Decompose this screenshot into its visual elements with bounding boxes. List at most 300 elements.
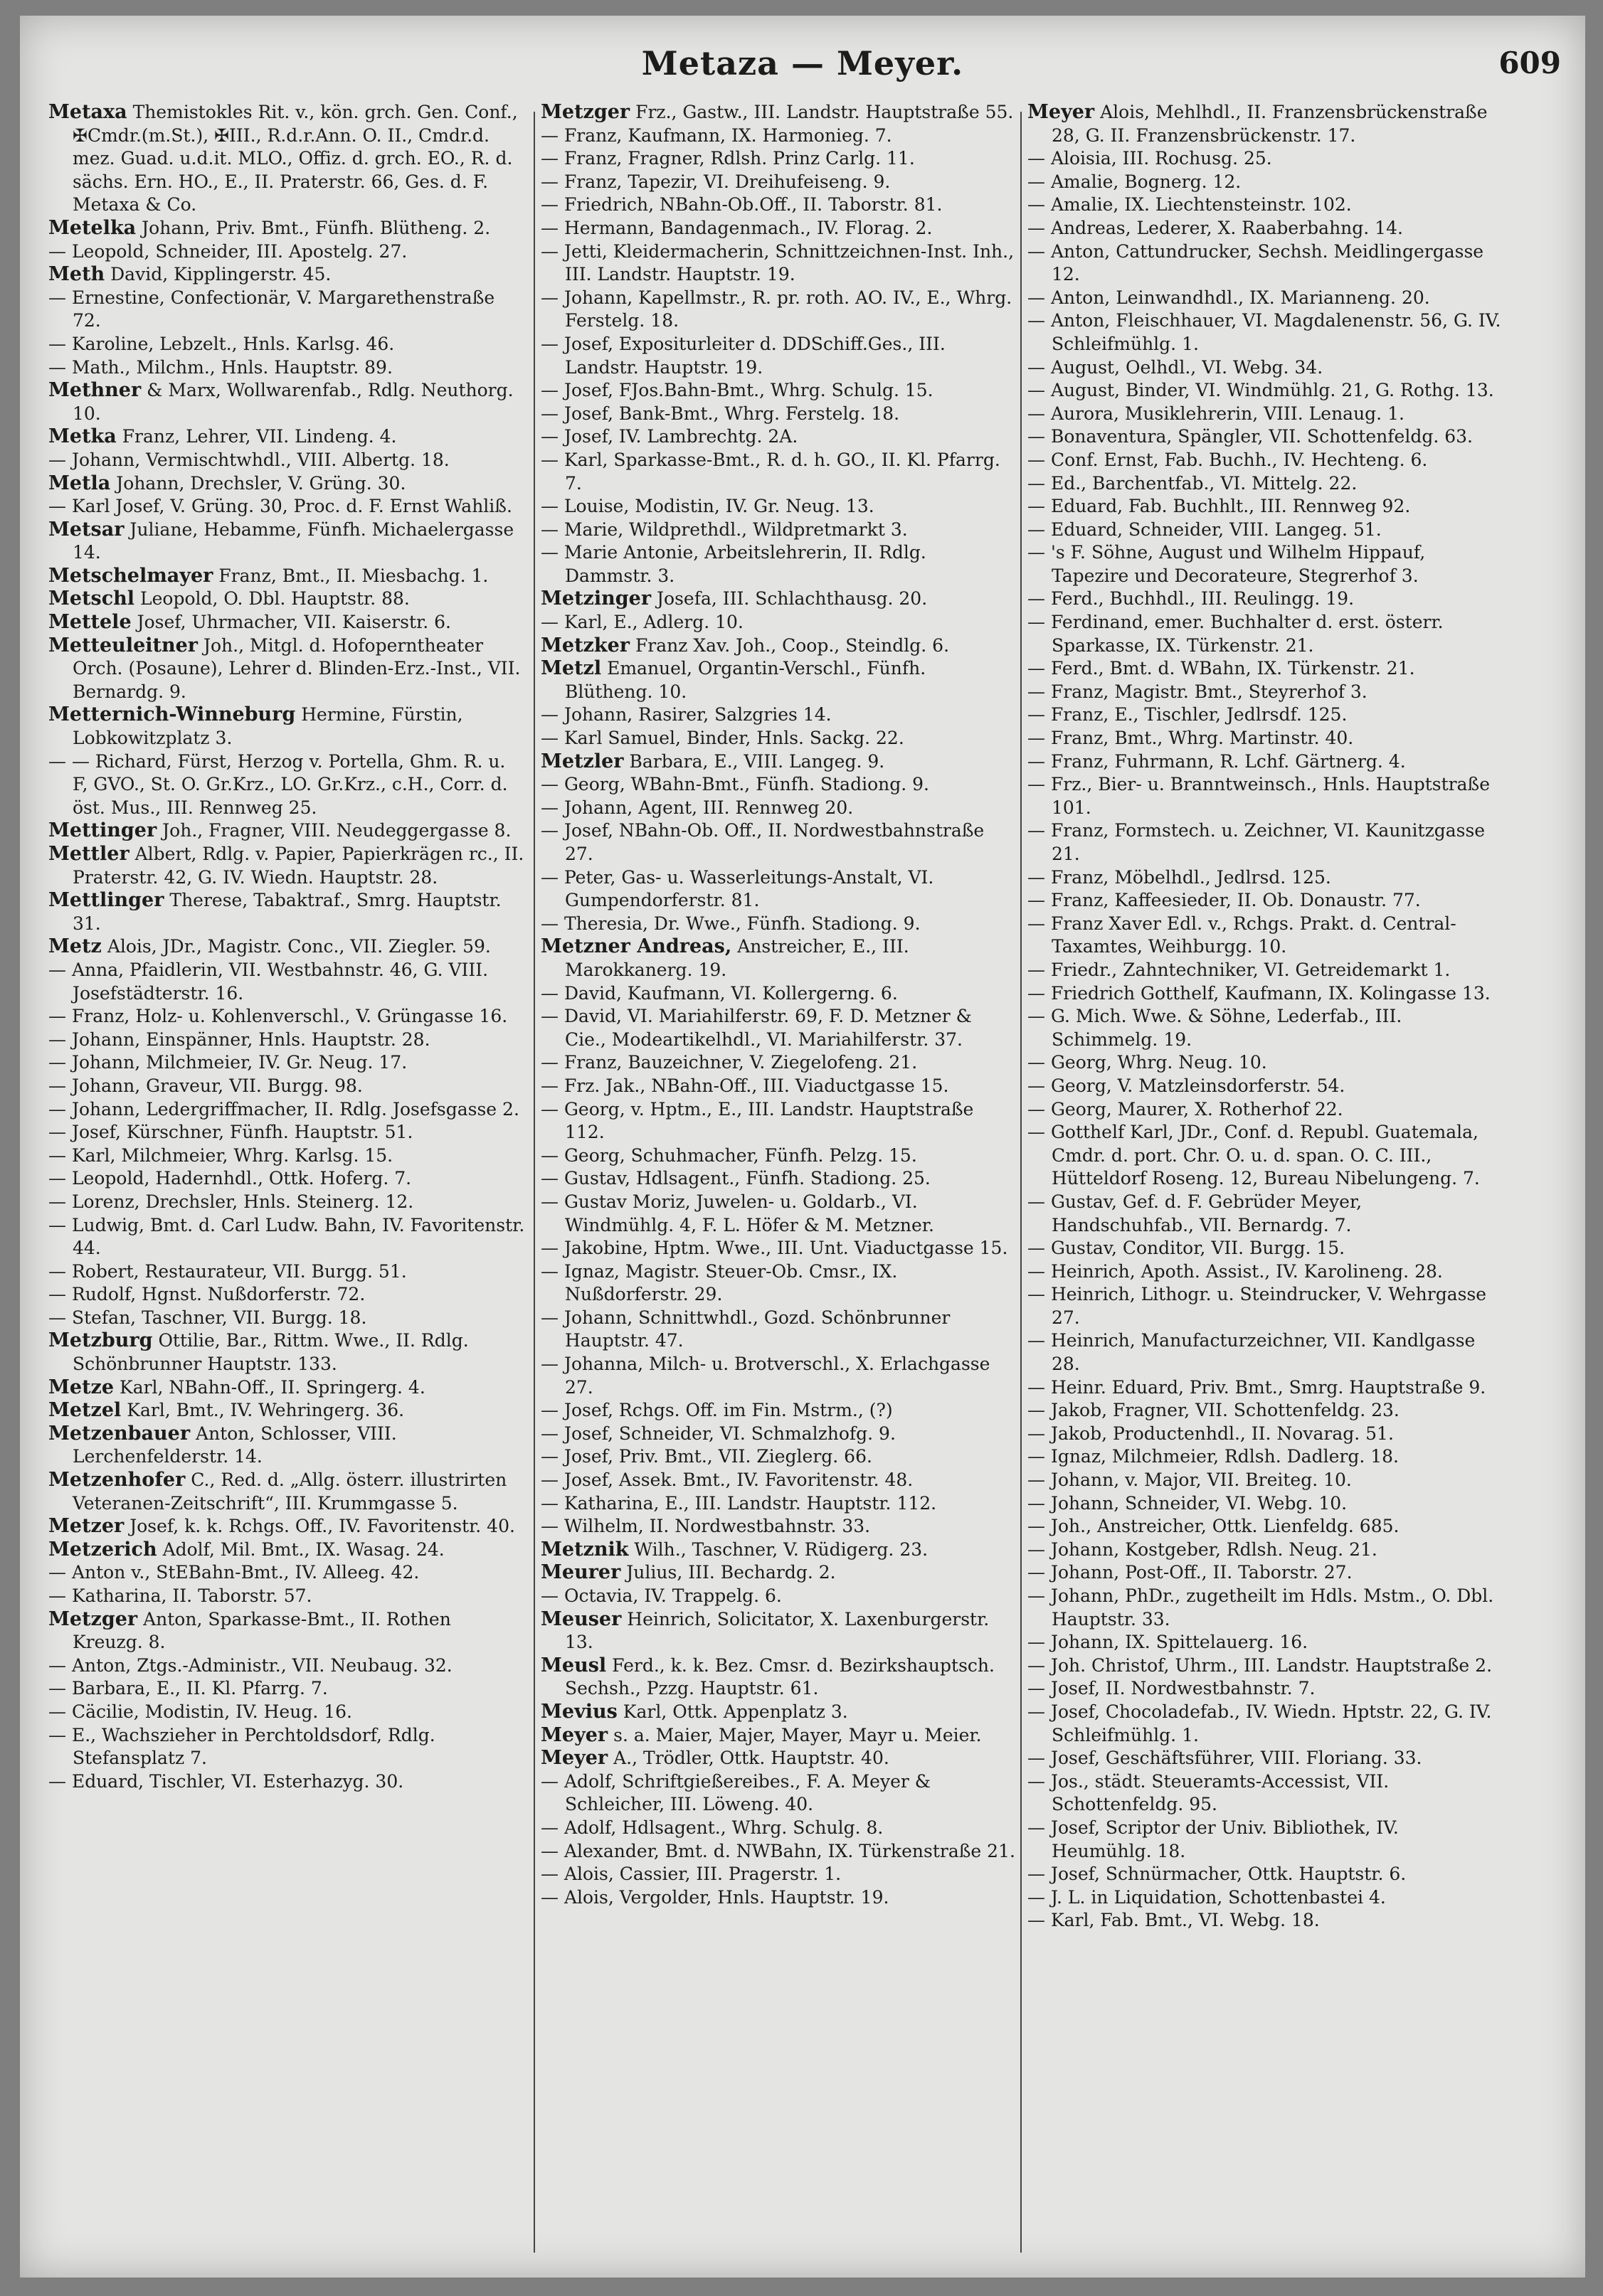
- entry-details: — Louise, Modistin, IV. Gr. Neug. 13.: [541, 496, 874, 517]
- entry-surname: Meurer: [541, 1561, 621, 1584]
- directory-entry: [1027, 379, 1504, 403]
- directory-entry: [541, 193, 1017, 217]
- entry-details: — Math., Milchm., Hnls. Hauptstr. 89.: [48, 356, 393, 378]
- entry-details: — Josef, Assek. Bmt., IV. Favoritenstr. 48.: [541, 1469, 914, 1491]
- entry-details: — Josef, Scriptor der Univ. Bibliothek, IV. Heumühlg. 18.: [1027, 1817, 1399, 1861]
- directory-entry: [1027, 681, 1504, 704]
- directory-entry: [48, 495, 525, 519]
- directory-entry: [48, 287, 525, 333]
- directory-entry: [541, 750, 1017, 774]
- entry-details: — Wilhelm, II. Nordwestbahnstr. 33.: [541, 1516, 871, 1537]
- directory-entry: [541, 588, 1017, 611]
- entry-details: — Jakob, Productenhdl., II. Novarag. 51.: [1027, 1423, 1394, 1444]
- directory-entry: [541, 1701, 1017, 1724]
- entry-details: — Octavia, IV. Trappelg. 6.: [541, 1585, 782, 1606]
- directory-entry: [541, 1840, 1017, 1864]
- directory-entry: [1027, 1631, 1504, 1654]
- directory-entry: [1027, 1191, 1504, 1237]
- entry-surname: Metzker: [541, 634, 630, 657]
- directory-entry: [48, 1469, 525, 1515]
- directory-entry: [48, 1167, 525, 1191]
- directory-entry: [48, 750, 525, 820]
- directory-entry: [541, 541, 1017, 588]
- directory-entry: [541, 703, 1017, 727]
- entry-surname: Meyer: [541, 1747, 608, 1770]
- entry-details: Alois, Mehlhdl., II. Franzensbrückenstraße 28, G. II. Franzensbrückenstr. 17.: [1052, 102, 1488, 146]
- entry-details: — Marie, Wildprethdl., Wildpretmarkt 3.: [541, 519, 908, 540]
- directory-entry: [541, 1144, 1017, 1168]
- directory-entry: [541, 819, 1017, 866]
- directory-entry: [541, 1260, 1017, 1307]
- directory-entry: [541, 727, 1017, 750]
- directory-entry: [48, 1376, 525, 1400]
- entry-details: — Leopold, Schneider, III. Apostelg. 27.: [48, 240, 408, 262]
- directory-entry: [1027, 403, 1504, 426]
- column-1: [48, 101, 525, 2263]
- directory-entry: [541, 797, 1017, 820]
- entry-surname: Metschl: [48, 588, 135, 610]
- directory-entry: [1027, 1817, 1504, 1863]
- entry-details: — Frz., Bier- u. Branntweinsch., Hnls. Hauptstraße 101.: [1027, 774, 1490, 818]
- entry-surname: Metka: [48, 425, 117, 448]
- entry-surname: Metzner Andreas,: [541, 935, 732, 958]
- directory-entry: [48, 843, 525, 889]
- entry-surname: Metzger: [48, 1607, 138, 1630]
- entry-surname: Metzenbauer: [48, 1422, 191, 1445]
- directory-entry: [1027, 1423, 1504, 1446]
- directory-entry: [1027, 356, 1504, 380]
- entry-details: Alois, JDr., Magistr. Conc., VII. Ziegler. 59.: [107, 936, 491, 957]
- entry-surname: Metteuleitner: [48, 634, 199, 657]
- entry-surname: Metzel: [48, 1399, 122, 1422]
- entry-surname: Metze: [48, 1376, 115, 1398]
- entry-details: — Franz, Möbelhdl., Jedlrsd. 125.: [1027, 866, 1331, 888]
- directory-entry: [541, 1747, 1017, 1770]
- entry-details: Joh., Mitgl. d. Hofoperntheater Orch. (Posaune), Lehrer d. Blinden-Erz.-Inst., VII. Bernardg. 9.: [73, 634, 521, 702]
- entry-details: s. a. Maier, Majer, Mayer, Mayr u. Meier.: [613, 1724, 982, 1745]
- directory-entry: [541, 333, 1017, 379]
- entry-details: — Josef, Bank-Bmt., Whrg. Ferstelg. 18.: [541, 403, 900, 424]
- directory-entry: [48, 819, 525, 843]
- directory-entry: [541, 1817, 1017, 1840]
- directory-entry: [1027, 1515, 1504, 1538]
- entry-details: — Karoline, Lebzelt., Hnls. Karlsg. 46.: [48, 333, 395, 354]
- directory-entry: [1027, 1561, 1504, 1585]
- entry-details: Johann, Drechsler, V. Grüng. 30.: [116, 472, 406, 494]
- entry-surname: Mettinger: [48, 819, 157, 842]
- entry-details: — Alois, Vergolder, Hnls. Hauptstr. 19.: [541, 1886, 889, 1908]
- directory-entry: [1027, 1098, 1504, 1122]
- entry-details: — Gotthelf Karl, JDr., Conf. d. Republ. Guatemala, Cmdr. d. port. Chr. O. u. d. span. O. C. III., Hütteldorf Roseng. 12, Bureau Nibelungeng. 7.: [1027, 1122, 1480, 1189]
- directory-entry: [541, 425, 1017, 449]
- entry-details: C., Red. d. „Allg. österr. illustrirten Veteranen-Zeitschrift“, III. Krummgasse 5.: [73, 1469, 507, 1514]
- directory-entry: [1027, 1445, 1504, 1469]
- entry-details: — Anton, Cattundrucker, Sechsh. Meidlingergasse 12.: [1027, 240, 1484, 285]
- entry-details: — Gustav, Conditor, VII. Burgg. 15.: [1027, 1238, 1345, 1259]
- directory-entry: [541, 1515, 1017, 1538]
- directory-entry: [1027, 750, 1504, 774]
- entry-details: — David, Kaufmann, VI. Kollergerng. 6.: [541, 982, 898, 1004]
- entry-details: Franz, Lehrer, VII. Lindeng. 4.: [122, 426, 397, 447]
- entry-details: — Alexander, Bmt. d. NWBahn, IX. Türkenstraße 21.: [541, 1840, 1015, 1861]
- directory-entry: [1027, 1005, 1504, 1051]
- entry-details: — Frz. Jak., NBahn-Off., III. Viaductgasse 15.: [541, 1075, 949, 1096]
- entry-details: — Conf. Ernst, Fab. Buchh., IV. Hechteng. 6.: [1027, 449, 1428, 470]
- entry-details: — Franz, Bauzeichner, V. Ziegelofeng. 21.: [541, 1052, 918, 1073]
- entry-details: — Josef, Expositurleiter d. DDSchiff.Ges., III. Landstr. Hauptstr. 19.: [541, 333, 946, 378]
- directory-entry: [1027, 519, 1504, 542]
- entry-surname: Metzenhofer: [48, 1469, 186, 1492]
- entry-surname: Metznik: [541, 1538, 629, 1561]
- entry-details: — Ferd., Buchhdl., III. Reulingg. 19.: [1027, 588, 1355, 610]
- entry-surname: Meuser: [541, 1607, 622, 1630]
- directory-entry: [541, 1770, 1017, 1817]
- directory-entry: [1027, 657, 1504, 681]
- entry-details: — Georg, v. Hptm., E., III. Landstr. Hauptstraße 112.: [541, 1098, 974, 1143]
- entry-details: — Marie Antonie, Arbeitslehrerin, II. Rdlg. Dammstr. 3.: [541, 542, 926, 586]
- entry-details: — Friedrich, NBahn-Ob.Off., II. Taborstr. 81.: [541, 194, 943, 216]
- directory-entry: [48, 959, 525, 1005]
- directory-entry: [1027, 1051, 1504, 1075]
- entry-details: Adolf, Mil. Bmt., IX. Wasag. 24.: [162, 1538, 445, 1560]
- entry-details: — Josef, Geschäftsführer, VIII. Floriang. 33.: [1027, 1748, 1422, 1769]
- entry-details: David, Kipplingerstr. 45.: [110, 264, 332, 285]
- entry-details: — Jos., städt. Steueramts-Accessist, VII. Schottenfeldg. 95.: [1027, 1770, 1390, 1815]
- column-3: [1027, 101, 1504, 2263]
- entry-details: Josefa, III. Schlachthausg. 20.: [657, 588, 928, 610]
- entry-details: — Amalie, Bognerg. 12.: [1027, 171, 1242, 192]
- directory-entry: [1027, 1329, 1504, 1376]
- entry-details: — G. Mich. Wwe. & Söhne, Lederfab., III. Schimmelg. 19.: [1027, 1006, 1402, 1050]
- directory-entry: [541, 1886, 1017, 1910]
- page-number: 609: [1498, 46, 1561, 80]
- directory-entry: [1027, 1585, 1504, 1631]
- directory-entry: [48, 356, 525, 380]
- entry-details: — Karl, Sparkasse-Bmt., R. d. h. GO., II. Kl. Pfarrg. 7.: [541, 449, 1000, 494]
- entry-details: — Alois, Cassier, III. Pragerstr. 1.: [541, 1864, 842, 1885]
- entry-details: Emanuel, Organtin-Verschl., Fünfh. Blütheng. 10.: [565, 658, 926, 702]
- directory-entry: [1027, 1469, 1504, 1492]
- entry-details: — Gustav, Hdlsagent., Fünfh. Stadiong. 25.: [541, 1168, 931, 1189]
- entry-surname: Methner: [48, 379, 142, 402]
- directory-entry: [541, 1075, 1017, 1098]
- directory-entry: [1027, 1283, 1504, 1329]
- directory-entry: [48, 1191, 525, 1214]
- directory-entry: [48, 1260, 525, 1284]
- directory-entry: [48, 1423, 525, 1469]
- directory-entry: [541, 379, 1017, 403]
- entry-surname: Mettler: [48, 843, 129, 865]
- entry-details: — Johann, Ledergriffmacher, II. Rdlg. Josefsgasse 2.: [48, 1098, 519, 1120]
- entry-surname: Metzl: [541, 657, 602, 680]
- entry-details: — Josef, NBahn-Ob. Off., II. Nordwestbahnstraße 27.: [541, 820, 985, 864]
- entry-surname: Metaxa: [48, 101, 127, 123]
- entry-details: — Katharina, II. Taborstr. 57.: [48, 1585, 312, 1606]
- directory-entry: [541, 403, 1017, 426]
- column-2: [541, 101, 1017, 2263]
- entry-surname: Meyer: [1027, 101, 1095, 123]
- entry-details: — Anton, Fleischhauer, VI. Magdalenenstr. 56, G. IV. Schleifmühlg. 1.: [1027, 310, 1501, 354]
- directory-entry: [541, 1167, 1017, 1191]
- entry-details: Franz, Bmt., II. Miesbachg. 1.: [218, 565, 489, 586]
- entry-details: — Franz Xaver Edl. v., Rchgs. Prakt. d. Central-Taxamtes, Weihburgg. 10.: [1027, 913, 1456, 957]
- entry-details: — Josef, IV. Lambrechtg. 2A.: [541, 426, 798, 447]
- entry-details: — Franz, Holz- u. Kohlenverschl., V. Grüngasse 16.: [48, 1006, 508, 1027]
- directory-entry: [541, 1423, 1017, 1446]
- entry-details: — — Richard, Fürst, Herzog v. Portella, Ghm. R. u. F, GVO., St. O. Gr.Krz., LO. Gr.Krz., c.H., Corr. d. öst. Mus., III. Rennweg 25.: [48, 750, 508, 818]
- entry-details: — Bonaventura, Spängler, VII. Schottenfeldg. 63.: [1027, 426, 1473, 447]
- entry-surname: Metzler: [541, 750, 624, 772]
- entry-details: — Josef, FJos.Bahn-Bmt., Whrg. Schulg. 15.: [541, 380, 933, 401]
- directory-entry: [48, 588, 525, 611]
- directory-entry: [48, 1701, 525, 1724]
- directory-entry: [48, 1585, 525, 1608]
- entry-details: — Josef, Schnürmacher, Ottk. Hauptstr. 6.: [1027, 1864, 1407, 1885]
- directory-entry: [541, 449, 1017, 495]
- entry-details: — Anton, Leinwandhdl., IX. Marianneng. 20.: [1027, 287, 1430, 308]
- entry-details: Themistokles Rit. v., kön. grch. Gen. Conf., ✠Cmdr.(m.St.), ✠III., R.d.r.Ann. O. II., Cmdr.d. mez. Guad. u.d.it. MLO., Offiz. d. grch. EO., R. d. sächs. Ern. HO., E., II. Praterstr. 66, Ges. d. F. Metaxa & Co.: [73, 102, 518, 216]
- entry-details: A., Trödler, Ottk. Hauptstr. 40.: [613, 1748, 889, 1769]
- page-header: [20, 36, 1585, 100]
- entry-details: — Jetti, Kleidermacherin, Schnittzeichnen-Inst. Inh., III. Landstr. Hauptstr. 19.: [541, 240, 1015, 285]
- directory-entry: [48, 472, 525, 496]
- entry-details: — Franz, E., Tischler, Jedlrsdf. 125.: [1027, 704, 1348, 726]
- entry-surname: Mevius: [541, 1700, 618, 1723]
- directory-entry: [1027, 959, 1504, 982]
- directory-entry: [541, 1307, 1017, 1353]
- entry-details: — Johann, v. Major, VII. Breiteg. 10.: [1027, 1469, 1352, 1491]
- entry-details: — Gustav, Gef. d. F. Gebrüder Meyer, Handschuhfab., VII. Bernardg. 7.: [1027, 1191, 1363, 1235]
- entry-details: — Johann, Vermischtwhdl., VIII. Albertg. 18.: [48, 449, 450, 470]
- page-title: Metaza — Meyer.: [641, 44, 964, 83]
- entry-surname: Metla: [48, 472, 111, 494]
- entry-details: — Franz, Fragner, Rdlsh. Prinz Carlg. 11.: [541, 148, 915, 169]
- directory-entry: [1027, 773, 1504, 819]
- entry-details: — August, Binder, VI. Windmühlg. 21, G. Rothg. 13.: [1027, 380, 1494, 401]
- directory-entry: [1027, 240, 1504, 287]
- entry-details: — Heinrich, Apoth. Assist., IV. Karolineng. 28.: [1027, 1260, 1443, 1282]
- entry-details: — Heinrich, Lithogr. u. Steindrucker, V. Wehrgasse 27.: [1027, 1284, 1487, 1328]
- entry-details: Karl, NBahn-Off., II. Springerg. 4.: [120, 1376, 425, 1398]
- entry-surname: Metzinger: [541, 588, 652, 610]
- directory-entry: [1027, 588, 1504, 611]
- entry-details: — Johann, Rasirer, Salzgries 14.: [541, 704, 832, 726]
- entry-details: — Johann, Einspänner, Hnls. Hauptstr. 28.: [48, 1029, 430, 1050]
- directory-entry: [1027, 1492, 1504, 1516]
- directory-entry: [48, 333, 525, 356]
- entry-details: — Josef, Chocoladefab., IV. Wiedn. Hptstr. 22, G. IV. Schleifmühlg. 1.: [1027, 1701, 1492, 1745]
- entry-details: — E., Wachszieher in Perchtoldsdorf, Rdlg. Stefansplatz 7.: [48, 1724, 435, 1769]
- entry-details: — Georg, WBahn-Bmt., Fünfh. Stadiong. 9.: [541, 774, 929, 795]
- directory-entry: [48, 1538, 525, 1562]
- entry-details: — Joh., Anstreicher, Ottk. Lienfeldg. 685.: [1027, 1516, 1400, 1537]
- directory-entry: [541, 1098, 1017, 1144]
- directory-entry: [48, 1098, 525, 1122]
- directory-entry: [48, 1724, 525, 1770]
- entry-details: — Anna, Pfaidlerin, VII. Westbahnstr. 46, G. VIII. Josefstädterstr. 16.: [48, 959, 489, 1004]
- entry-details: — Cäcilie, Modistin, IV. Heug. 16.: [48, 1701, 352, 1722]
- directory-entry: [1027, 1075, 1504, 1098]
- entry-details: — Eduard, Fab. Buchhlt., III. Rennweg 92.: [1027, 496, 1411, 517]
- directory-entry: [541, 1005, 1017, 1051]
- directory-entry: [541, 1608, 1017, 1654]
- directory-entry: [541, 217, 1017, 240]
- entry-details: Karl, Ottk. Appenplatz 3.: [623, 1701, 848, 1722]
- entry-details: Anton, Sparkasse-Bmt., II. Rothen Kreuzg. 8.: [73, 1608, 451, 1653]
- directory-entry: [48, 1144, 525, 1168]
- entry-details: — Josef, Kürschner, Fünfh. Hauptstr. 51.: [48, 1122, 413, 1143]
- entry-details: — J. L. in Liquidation, Schottenbastei 4.: [1027, 1886, 1386, 1908]
- entry-details: — Anton, Ztgs.-Administr., VII. Neubaug. 32.: [48, 1654, 453, 1676]
- directory-entry: [1027, 541, 1504, 588]
- entry-details: — Franz, Tapezir, VI. Dreihufeiseng. 9.: [541, 171, 891, 192]
- directory-entry: [1027, 472, 1504, 496]
- directory-entry: [1027, 449, 1504, 472]
- entry-details: — Barbara, E., II. Kl. Pfarrg. 7.: [48, 1678, 328, 1699]
- directory-entry: [541, 1585, 1017, 1608]
- directory-entry: [1027, 1376, 1504, 1400]
- entry-details: — Franz, Bmt., Whrg. Martinstr. 40.: [1027, 728, 1354, 749]
- entry-details: — Josef, Schneider, VI. Schmalzhofg. 9.: [541, 1423, 896, 1444]
- directory-entry: [48, 1029, 525, 1052]
- directory-entry: [1027, 819, 1504, 866]
- entry-details: — Heinrich, Manufacturzeichner, VII. Kandlgasse 28.: [1027, 1330, 1476, 1375]
- directory-entry: [48, 519, 525, 565]
- entry-surname: Metzerich: [48, 1538, 157, 1561]
- entry-details: — Ignaz, Magistr. Steuer-Ob. Cmsr., IX. Nußdorferstr. 29.: [541, 1260, 898, 1305]
- column-divider: [534, 112, 535, 2253]
- entry-details: — Rudolf, Hgnst. Nußdorferstr. 72.: [48, 1284, 366, 1305]
- entry-details: — Ernestine, Confectionär, V. Margarethenstraße 72.: [48, 287, 495, 331]
- directory-entry: [48, 611, 525, 634]
- entry-details: — Franz, Magistr. Bmt., Steyrerhof 3.: [1027, 681, 1367, 702]
- directory-entry: [541, 495, 1017, 519]
- directory-entry: [1027, 1886, 1504, 1910]
- directory-entry: [48, 217, 525, 240]
- entry-details: — Georg, Whrg. Neug. 10.: [1027, 1052, 1267, 1073]
- entry-surname: Metsar: [48, 518, 125, 541]
- entry-details: — Peter, Gas- u. Wasserleitungs-Anstalt, VI. Gumpendorferstr. 81.: [541, 866, 934, 911]
- directory-entry: [541, 657, 1017, 703]
- directory-entry: [48, 379, 525, 425]
- entry-details: — Joh. Christof, Uhrm., III. Landstr. Hauptstraße 2.: [1027, 1654, 1493, 1676]
- directory-entry: [48, 889, 525, 935]
- directory-entry: [1027, 1260, 1504, 1284]
- entry-details: — Heinr. Eduard, Priv. Bmt., Smrg. Hauptstraße 9.: [1027, 1376, 1486, 1398]
- directory-entry: [48, 1075, 525, 1098]
- directory-entry: [541, 1353, 1017, 1399]
- directory-entry: [48, 565, 525, 588]
- entry-details: — Franz, Kaufmann, IX. Harmonieg. 7.: [541, 124, 892, 146]
- directory-entry: [541, 101, 1017, 124]
- entry-details: Frz., Gastw., III. Landstr. Hauptstraße 55.: [635, 102, 1014, 122]
- entry-details: — Johann, IX. Spittelauerg. 16.: [1027, 1632, 1308, 1653]
- entry-surname: Metzburg: [48, 1329, 153, 1352]
- directory-entry: [48, 1214, 525, 1260]
- directory-entry: [541, 1724, 1017, 1748]
- directory-entry: [48, 634, 525, 704]
- column-divider: [1020, 112, 1022, 2253]
- entry-details: — Ludwig, Bmt. d. Carl Ludw. Bahn, IV. Favoritenstr. 44.: [48, 1214, 525, 1259]
- entry-details: Joh., Fragner, VIII. Neudeggergasse 8.: [162, 820, 512, 841]
- entry-details: — Karl Samuel, Binder, Hnls. Sackg. 22.: [541, 728, 904, 749]
- entry-details: — Georg, V. Matzleinsdorferstr. 54.: [1027, 1075, 1345, 1096]
- entry-details: Leopold, O. Dbl. Hauptstr. 88.: [140, 588, 410, 610]
- entry-details: — Franz, Kaffeesieder, II. Ob. Donaustr. 77.: [1027, 890, 1421, 911]
- entry-details: — Karl, Milchmeier, Whrg. Karlsg. 15.: [48, 1144, 393, 1166]
- directory-entry: [541, 1492, 1017, 1516]
- directory-entry: [48, 425, 525, 449]
- entry-details: — Johann, Schneider, VI. Webg. 10.: [1027, 1492, 1348, 1514]
- entry-details: — Karl Josef, V. Grüng. 30, Proc. d. F. Ernst Wahliß.: [48, 496, 512, 517]
- entry-details: — Amalie, IX. Liechtensteinstr. 102.: [1027, 194, 1352, 216]
- directory-entry: [48, 101, 525, 217]
- entry-details: — Eduard, Tischler, VI. Esterhazyg. 30.: [48, 1770, 404, 1792]
- entry-surname: Meusl: [541, 1654, 607, 1676]
- entry-details: — Hermann, Bandagenmach., IV. Florag. 2.: [541, 217, 933, 238]
- entry-details: Heinrich, Solicitator, X. Laxenburgerstr. 13.: [565, 1608, 990, 1653]
- directory-entry: [541, 147, 1017, 171]
- entry-details: Anstreicher, E., III. Marokkanerg. 19.: [565, 936, 909, 980]
- directory-entry: [48, 1608, 525, 1654]
- directory-entry: [1027, 913, 1504, 959]
- entry-details: — Friedrich Gotthelf, Kaufmann, IX. Kolingasse 13.: [1027, 982, 1491, 1004]
- entry-surname: Meyer: [541, 1723, 608, 1746]
- directory-entry: [1027, 193, 1504, 217]
- directory-entry: [48, 1329, 525, 1376]
- entry-details: — Ignaz, Milchmeier, Rdlsh. Dadlerg. 18.: [1027, 1446, 1399, 1467]
- entry-details: — Robert, Restaurateur, VII. Burgg. 51.: [48, 1260, 407, 1282]
- entry-details: — Leopold, Hadernhdl., Ottk. Hoferg. 7.: [48, 1168, 412, 1189]
- directory-entry: [1027, 1863, 1504, 1886]
- entry-details: — Johann, Agent, III. Rennweg 20.: [541, 797, 854, 818]
- directory-entry: [541, 124, 1017, 148]
- entry-details: — Gustav Moriz, Juwelen- u. Goldarb., VI. Windmühlg. 4, F. L. Höfer & M. Metzner.: [541, 1191, 934, 1235]
- directory-entry: [541, 1538, 1017, 1562]
- entry-details: Josef, k. k. Rchgs. Off., IV. Favoritenstr. 40.: [129, 1516, 515, 1537]
- entry-details: — Johann, Kapellmstr., R. pr. roth. AO. IV., E., Whrg. Ferstelg. 18.: [541, 287, 1012, 331]
- entry-details: Julius, III. Bechardg. 2.: [626, 1562, 836, 1583]
- entry-surname: Metelka: [48, 216, 137, 239]
- directory-entry: [48, 1121, 525, 1144]
- directory-entry: [1027, 1237, 1504, 1260]
- entry-details: Wilh., Taschner, V. Rüdigerg. 23.: [634, 1538, 929, 1560]
- entry-details: — Ferdinand, emer. Buchhalter d. erst. österr. Sparkasse, IX. Türkenstr. 21.: [1027, 612, 1444, 656]
- directory-entry: [541, 1469, 1017, 1492]
- entry-details: — Johann, PhDr., zugetheilt im Hdls. Mstm., O. Dbl. Hauptstr. 33.: [1027, 1585, 1494, 1630]
- entry-details: Anton, Schlosser, VIII. Lerchenfelderstr. 14.: [73, 1423, 397, 1467]
- entry-details: — Johann, Graveur, VII. Burgg. 98.: [48, 1075, 363, 1096]
- directory-entry: [1027, 703, 1504, 727]
- directory-entry: [541, 1237, 1017, 1260]
- entry-details: — Katharina, E., III. Landstr. Hauptstr. 112.: [541, 1492, 937, 1514]
- entry-surname: Metz: [48, 935, 102, 958]
- entry-details: — Johanna, Milch- u. Brotverschl., X. Erlachgasse 27.: [541, 1354, 990, 1398]
- directory-entry: [48, 1677, 525, 1701]
- entry-details: — Friedr., Zahntechniker, VI. Getreidemarkt 1.: [1027, 959, 1451, 980]
- directory-entry: [541, 866, 1017, 913]
- entry-details: — Adolf, Schriftgießereibes., F. A. Meyer & Schleicher, III. Löweng. 40.: [541, 1770, 931, 1815]
- entry-details: — Ed., Barchentfab., VI. Mittelg. 22.: [1027, 472, 1358, 494]
- directory-entry: [1027, 1677, 1504, 1701]
- entry-details: — Aurora, Musiklehrerin, VIII. Lenaug. 1.: [1027, 403, 1404, 424]
- entry-details: — Theresia, Dr. Wwe., Fünfh. Stadiong. 9.: [541, 913, 921, 934]
- directory-entry: [48, 935, 525, 959]
- directory-entry: [541, 1399, 1017, 1423]
- entry-details: — Johann, Post-Off., II. Taborstr. 27.: [1027, 1562, 1353, 1583]
- directory-entry: [1027, 287, 1504, 310]
- entry-details: — Franz, Formstech. u. Zeichner, VI. Kaunitzgasse 21.: [1027, 820, 1486, 864]
